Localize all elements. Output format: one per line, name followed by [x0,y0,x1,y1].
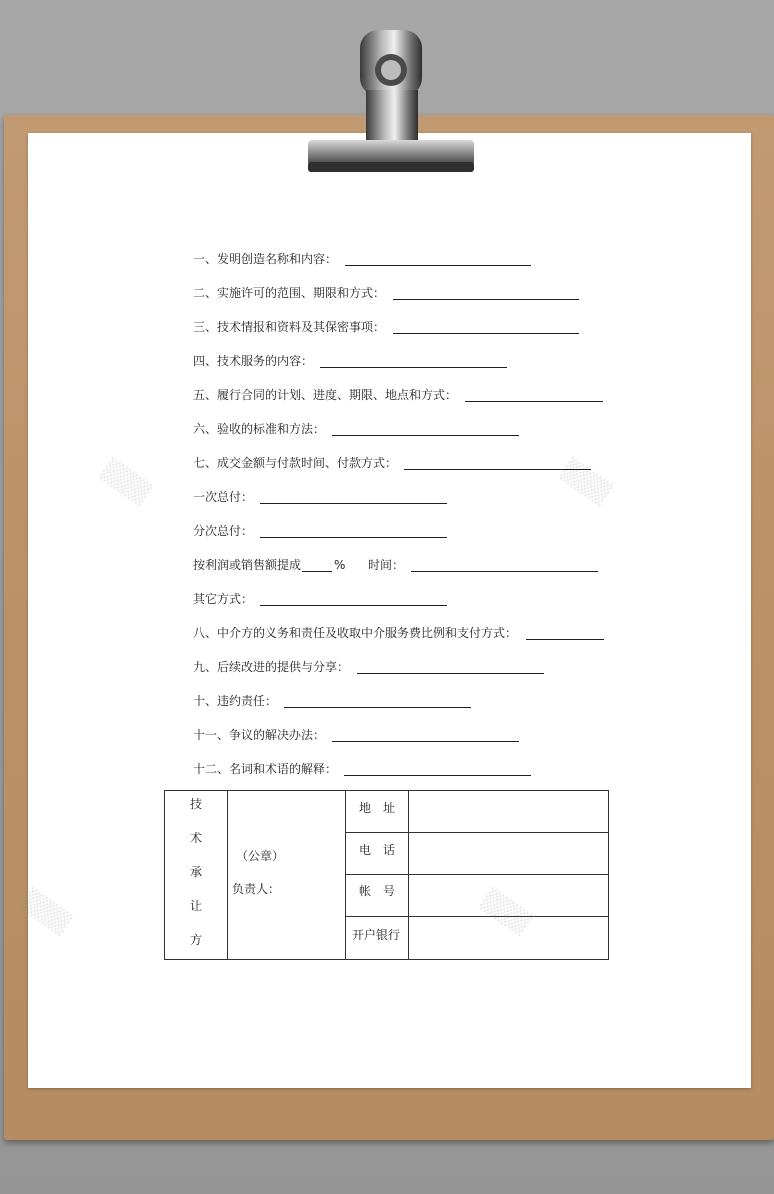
party-char: 让 [189,899,202,913]
party-char: 方 [189,933,202,947]
watermark: ▒▒▒ [557,457,614,508]
time-label: 时间： [368,558,405,572]
fill-blank[interactable] [393,333,579,334]
responsible-label: 负责人： [232,882,281,896]
fill-blank[interactable] [393,299,579,300]
form-line: 一、发明创造名称和内容： [193,252,338,266]
seal-label: （公章） [236,849,285,863]
form-line: 按利润或销售额提成 [193,558,302,572]
field-label-bank: 开户银行 [352,928,401,942]
field-label-account: 帐 号 [359,884,396,898]
fill-blank[interactable] [404,469,591,470]
form-line: 三、技术情报和资料及其保密事项： [193,320,386,334]
field-label-address: 地 址 [359,801,396,815]
form-line: 五、履行合同的计划、进度、期限、地点和方式： [193,388,458,402]
fill-blank[interactable] [332,741,519,742]
watermark: ▒▒▒ [17,887,74,938]
form-line: 其它方式： [193,592,254,606]
form-line: 分次总付： [193,524,254,538]
signature-table [164,790,609,960]
fill-blank[interactable] [345,265,531,266]
field-label-phone: 电 话 [359,843,396,857]
fill-blank[interactable] [344,775,531,776]
party-char: 承 [189,865,202,879]
percent-blank[interactable] [302,571,332,572]
watermark: ▒▒▒ [477,887,534,938]
account-value-field[interactable] [411,877,607,915]
form-line: 六、验收的标准和方法： [193,422,326,436]
fill-blank[interactable] [260,503,447,504]
percent-sign: % [334,558,346,572]
fill-blank[interactable] [320,367,507,368]
address-value-field[interactable] [411,793,607,831]
phone-value-field[interactable] [411,835,607,873]
watermark: ▒▒▒ [97,457,154,508]
bank-value-field[interactable] [411,919,607,957]
fill-blank[interactable] [526,639,604,640]
fill-blank[interactable] [260,537,447,538]
fill-blank[interactable] [332,435,519,436]
fill-blank[interactable] [411,571,598,572]
fill-blank[interactable] [357,673,544,674]
party-char: 技 [189,797,202,811]
form-line: 十、违约责任： [193,694,278,708]
form-line: 十一、争议的解决办法： [193,728,326,742]
form-line: 十二、名词和术语的解释： [193,762,338,776]
fill-blank[interactable] [260,605,447,606]
form-line: 八、中介方的义务和责任及收取中介服务费比例和支付方式： [193,626,518,640]
party-char: 术 [189,831,202,845]
form-line: 二、实施许可的范围、期限和方式： [193,286,386,300]
form-line: 九、后续改进的提供与分享： [193,660,350,674]
form-line: 七、成交金额与付款时间、付款方式： [193,456,398,470]
binder-clip-icon [290,22,490,182]
form-line: 一次总付： [193,490,254,504]
fill-blank[interactable] [465,401,603,402]
form-line: 四、技术服务的内容： [193,354,314,368]
fill-blank[interactable] [284,707,471,708]
